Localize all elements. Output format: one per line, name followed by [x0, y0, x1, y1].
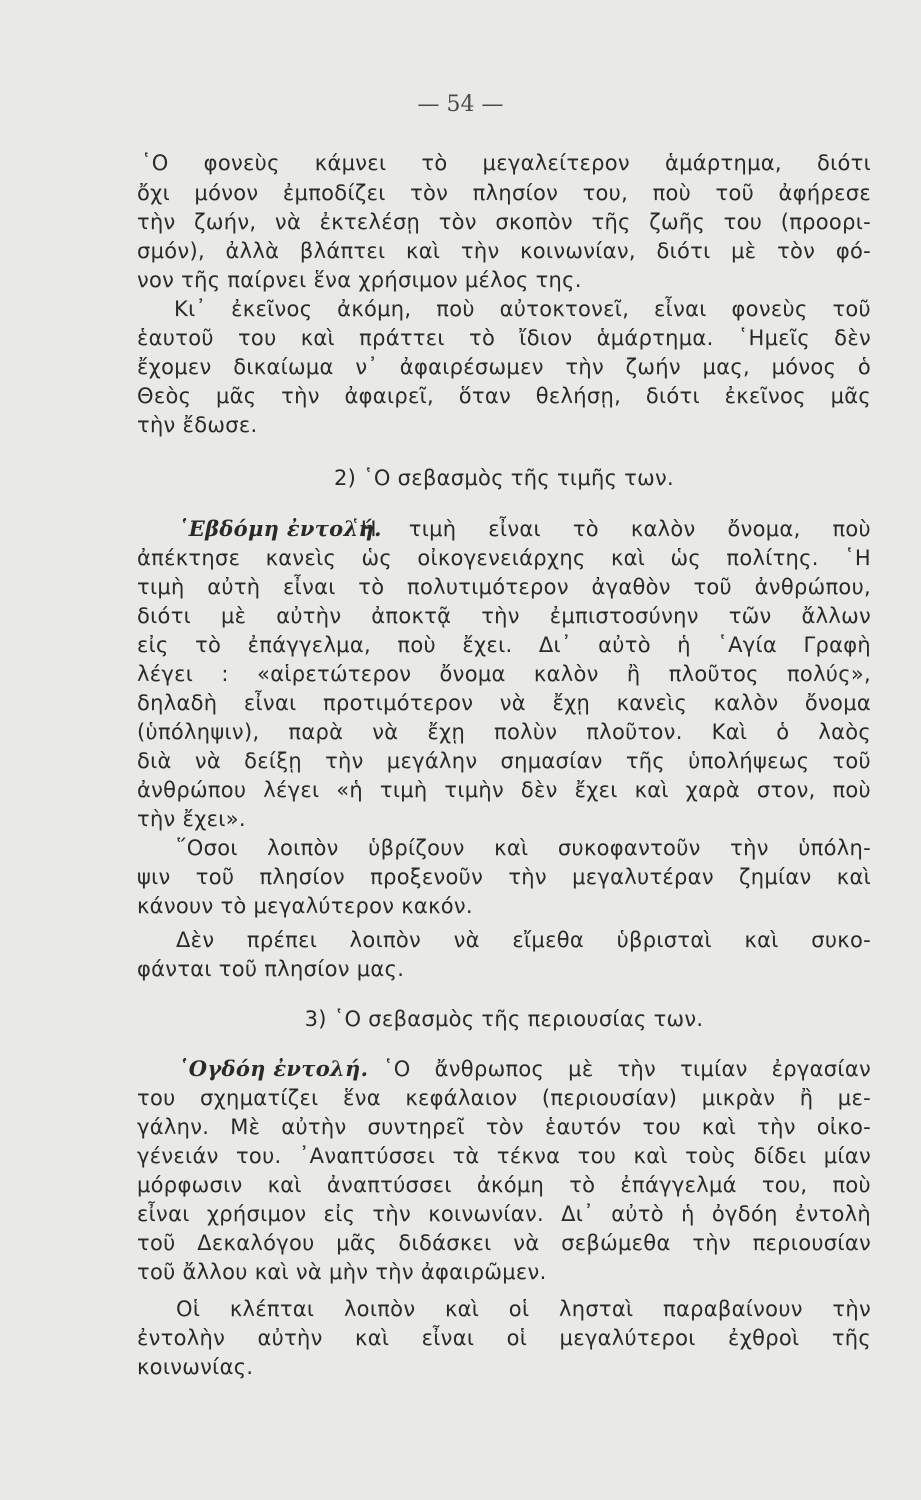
text-line: κάνουν τὸ μεγαλύτερον κακόν.	[137, 894, 473, 918]
text-line: του σχηματίζει ἕνα κεφάλαιον (περιουσίαν) μικρὰν ἢ με-	[137, 1086, 871, 1110]
text-line: γάλην. Μὲ αὐτὴν συντηρεῖ τὸν ἑαυτόν του καὶ τὴν οἰκο-	[137, 1115, 871, 1139]
text-line: διότι μὲ αὐτὴν ἀποκτᾷ τὴν ἐμπιστοσύνην τῶν ἄλλων	[137, 604, 871, 628]
page-number: — 54 —	[417, 92, 504, 117]
text-line: ἑαυτοῦ του καὶ πράττει τὸ ἴδιον ἁμάρτημα. ῾Ημεῖς δὲν	[137, 326, 871, 350]
text-line: ῾Η τιμὴ εἶναι τὸ καλὸν ὄνομα, ποὺ	[350, 517, 871, 541]
text-line: ῾Ο φονεὺς κάμνει τὸ μεγαλείτερον ἁμάρτημα, διότι	[141, 151, 871, 175]
text-line: τοῦ Δεκαλόγου μᾶς διδάσκει νὰ σεβώμεθα τὴν περιουσίαν	[137, 1231, 871, 1255]
text-line: εἶναι χρήσιμον εἰς τὴν κοινωνίαν. Δι᾿ αὐτὸ ἡ ὀγδόη ἐντολὴ	[137, 1202, 871, 1226]
text-line: ῞Οσοι λοιπὸν ὑβρίζουν καὶ συκοφαντοῦν τὴν ὑπόλη-	[176, 836, 871, 860]
text-line: ἔχομεν δικαίωμα ν᾿ ἀφαιρέσωμεν τὴν ζωήν μας, μόνος ὁ	[137, 355, 871, 379]
text-line: τὴν ἔδωσε.	[137, 413, 258, 437]
text-line: λέγει : «αἱρετώτερον ὄνομα καλὸν ἢ πλοῦτος πολύς»,	[137, 662, 871, 686]
text-line: φάνται τοῦ πλησίον μας.	[137, 957, 405, 981]
text-line: ὄχι μόνον ἐμποδίζει τὸν πλησίον του, ποὺ τοῦ ἀφήρεσε	[137, 181, 871, 205]
section-heading: 3) ῾Ο σεβασμὸς τῆς περιουσίας των.	[304, 1007, 704, 1031]
text-line: ἐντολὴν αὐτὴν καὶ εἶναι οἱ μεγαλύτεροι ἐχθροὶ τῆς	[137, 1326, 871, 1350]
text-line: δηλαδὴ εἶναι προτιμότερον νὰ ἔχῃ κανεὶς καλὸν ὄνομα	[137, 691, 871, 715]
commandment-title	[178, 1054, 378, 1084]
text-line: διὰ νὰ δείξῃ τὴν μεγάλην σημασίαν τῆς ὑπολήψεως τοῦ	[137, 749, 871, 773]
text-line: γένειάν του. ᾿Αναπτύσσει τὰ τέκνα του καὶ τοὺς δίδει μίαν	[137, 1144, 871, 1168]
text-line: Οἱ κλέπται λοιπὸν καὶ οἱ λησταὶ παραβαίνουν τὴν	[176, 1297, 871, 1321]
text-line: σμόν), ἀλλὰ βλάπτει καὶ τὴν κοινωνίαν, διότι μὲ τὸν φό-	[137, 239, 871, 263]
text-line: ῾Ο ἄνθρωπος μὲ τὴν τιμίαν ἐργασίαν	[383, 1057, 871, 1081]
text-line: τὴν ζωήν, νὰ ἐκτελέσῃ τὸν σκοπὸν τῆς ζωῆς του (προορι-	[137, 210, 871, 234]
commandment-title-text: ῾Ογδόη ἐντολή.	[178, 1056, 369, 1081]
text-line: Δὲν πρέπει λοιπὸν νὰ εἴμεθα ὑβρισταὶ καὶ συκο-	[176, 928, 871, 952]
text-line: τὴν ἔχει».	[137, 807, 246, 831]
text-line: νον τῆς παίρνει ἕνα χρήσιμον μέλος της.	[137, 268, 582, 292]
text-line: ἀπέκτησε κανεὶς ὡς οἰκογενειάρχης καὶ ὡς πολίτης. ῾Η	[137, 546, 871, 570]
text-line: κοινωνίας.	[137, 1355, 254, 1379]
text-line: Θεὸς μᾶς τὴν ἀφαιρεῖ, ὅταν θελήσῃ, διότι ἐκεῖνος μᾶς	[137, 384, 871, 408]
text-line: (ὑπόληψιν), παρὰ νὰ ἔχῃ πολὺν πλοῦτον. Καὶ ὁ λαὸς	[137, 720, 871, 744]
text-line: ἀνθρώπου λέγει «ἡ τιμὴ τιμὴν δὲν ἔχει καὶ χαρὰ στον, ποὺ	[137, 778, 871, 802]
text-line: εἰς τὸ ἐπάγγελμα, ποὺ ἔχει. Δι᾿ αὐτὸ ἡ ῾Αγία Γραφὴ	[137, 633, 871, 657]
commandment-title-text: ῾Εβδόμη ἐντολή.	[178, 516, 382, 541]
text-line: τοῦ ἄλλου καὶ νὰ μὴν τὴν ἀφαιρῶμεν.	[137, 1260, 547, 1284]
commandment-title	[178, 514, 382, 544]
text-line: Κι᾿ ἐκεῖνος ἀκόμη, ποὺ αὐτοκτονεῖ, εἶναι φονεὺς τοῦ	[174, 297, 871, 321]
section-heading: 2) ῾Ο σεβασμὸς τῆς τιμῆς των.	[333, 466, 675, 490]
text-line: ψιν τοῦ πλησίον προξενοῦν τὴν μεγαλυτέραν ζημίαν καὶ	[137, 865, 871, 889]
text-line: τιμὴ αὐτὴ εἶναι τὸ πολυτιμότερον ἀγαθὸν τοῦ ἀνθρώπου,	[137, 575, 871, 599]
text-line: μόρφωσιν καὶ ἀναπτύσσει ἀκόμη τὸ ἐπάγγελμά του, ποὺ	[137, 1173, 871, 1197]
